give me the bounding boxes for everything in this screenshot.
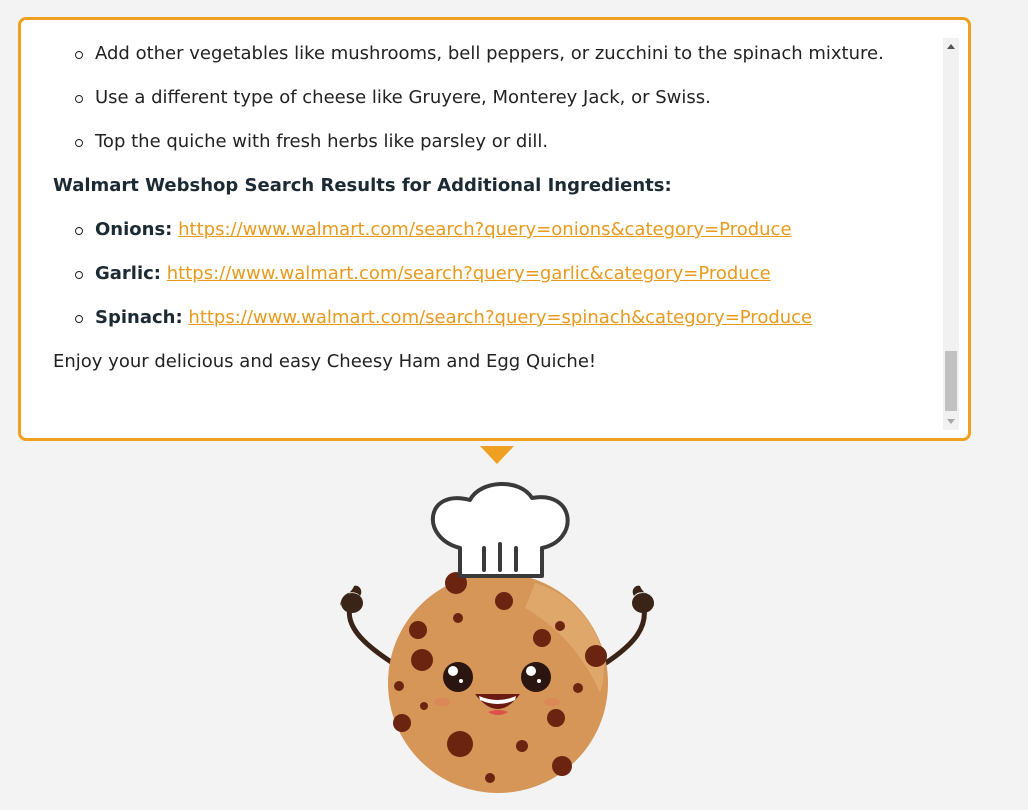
ingredient-name-garlic: Garlic: — [95, 263, 162, 284]
chef-cookie-mascot-icon — [330, 478, 670, 798]
walmart-link-garlic[interactable]: https://www.walmart.com/search?query=garlic&category=Produce — [166, 263, 771, 284]
content-scrollbar[interactable] — [943, 38, 959, 430]
tip-text: Top the quiche with fresh herbs like parsley or dill. — [95, 131, 549, 152]
bullet-icon — [75, 315, 83, 323]
list-item — [75, 262, 933, 286]
list-item — [75, 218, 933, 242]
bullet-icon — [75, 139, 83, 147]
scroll-thumb[interactable] — [945, 351, 957, 411]
scroll-up-arrow-icon[interactable] — [947, 44, 955, 49]
list-item — [75, 42, 933, 66]
ingredient-name-spinach: Spinach: — [95, 307, 183, 328]
ingredient-name-onions: Onions: — [95, 219, 173, 240]
bullet-icon — [75, 271, 83, 279]
list-item — [75, 130, 933, 154]
closing-message: Enjoy your delicious and easy Cheesy Ham and Egg Quiche! — [53, 351, 597, 372]
bubble-pointer — [480, 446, 514, 464]
tip-text: Add other vegetables like mushrooms, bell peppers, or zucchini to the spinach mixture. — [95, 43, 884, 64]
bullet-icon — [75, 95, 83, 103]
search-results-heading: Walmart Webshop Search Results for Additional Ingredients: — [53, 175, 672, 196]
bullet-icon — [75, 51, 83, 59]
bullet-icon — [75, 227, 83, 235]
tip-text: Use a different type of cheese like Gruyere, Monterey Jack, or Swiss. — [95, 87, 711, 108]
list-item — [75, 86, 933, 110]
chat-response-bubble — [18, 17, 971, 441]
walmart-link-onions[interactable]: https://www.walmart.com/search?query=onions&category=Produce — [178, 219, 792, 240]
ingredient-links-list — [53, 218, 933, 330]
list-item — [75, 306, 933, 330]
walmart-link-spinach[interactable]: https://www.walmart.com/search?query=spinach&category=Produce — [188, 307, 813, 328]
scroll-down-arrow-icon[interactable] — [947, 419, 955, 424]
response-content — [53, 42, 933, 432]
variation-tips-list — [53, 42, 933, 154]
